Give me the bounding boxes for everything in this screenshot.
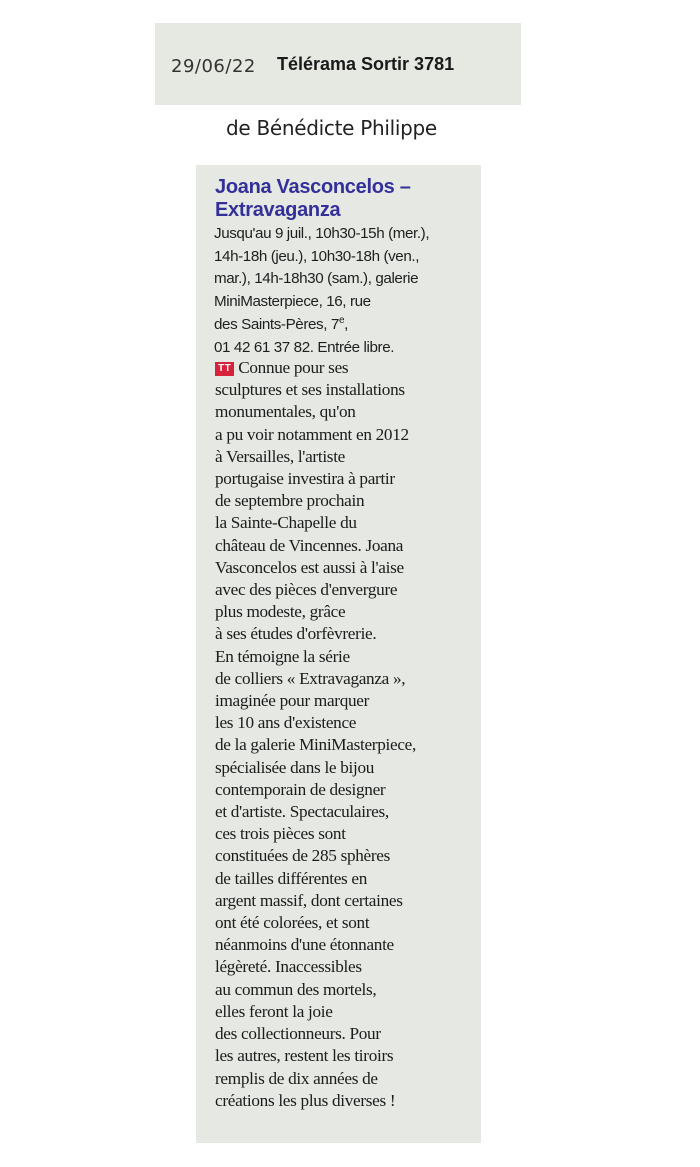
- body-line: de tailles différentes en: [215, 868, 368, 888]
- title-line: Joana Vasconcelos –: [215, 176, 411, 198]
- info-line: 01 42 61 37 82. Entrée libre.: [214, 338, 395, 356]
- address-comma: ,: [344, 315, 348, 333]
- info-line: 14h-18h (jeu.), 10h30-18h (ven.,: [214, 247, 420, 265]
- body-line: des collectionneurs. Pour: [215, 1024, 381, 1044]
- event-info: [214, 223, 474, 359]
- info-line: [214, 314, 474, 337]
- body-line: à Versailles, l'artiste: [215, 446, 345, 466]
- body-line: elles feront la joie: [215, 1001, 333, 1021]
- body-line: imaginée pour marquer: [215, 691, 370, 711]
- body-line: sculptures et ses installations: [215, 380, 405, 400]
- body-line: plus modeste, grâce: [215, 602, 346, 622]
- info-line: MiniMasterpiece, 16, rue: [214, 293, 371, 311]
- body-line: créations les plus diverses !: [215, 1090, 396, 1110]
- body-line: château de Vincennes. Joana: [215, 535, 404, 555]
- body-line: à ses études d'orfèvrerie.: [215, 624, 377, 644]
- body-line: les 10 ans d'existence: [215, 713, 357, 733]
- info-line: mar.), 14h-18h30 (sam.), galerie: [214, 270, 419, 288]
- body-line: monumentales, qu'on: [215, 402, 356, 422]
- body-line: [215, 357, 477, 379]
- body-line: de septembre prochain: [215, 491, 365, 511]
- body-line: avec des pièces d'envergure: [215, 580, 398, 600]
- issue-date: 29/06/22: [171, 56, 256, 77]
- body-line: la Sainte-Chapelle du: [215, 513, 357, 533]
- byline: de Bénédicte Philippe: [226, 116, 437, 140]
- article-title: [215, 176, 470, 222]
- arrondissement-suffix: e: [338, 314, 345, 326]
- publication-name: Télérama Sortir 3781: [277, 54, 455, 74]
- rating-badge: TT: [215, 362, 234, 376]
- body-line: ces trois pièces sont: [215, 824, 346, 844]
- body-line: de la galerie MiniMasterpiece,: [215, 735, 416, 755]
- address-text: des Saints-Pères, 7: [214, 315, 339, 333]
- body-line: néanmoins d'une étonnante: [215, 935, 394, 955]
- body-line: portugaise investira à partir: [215, 469, 395, 489]
- body-line: légèreté. Inaccessibles: [215, 957, 362, 977]
- body-line: contemporain de designer: [215, 779, 386, 799]
- body-line: les autres, restent les tiroirs: [215, 1046, 394, 1066]
- body-line: ont été colorées, et sont: [215, 913, 370, 933]
- article-body: [215, 357, 477, 1112]
- article-clipping: [196, 165, 481, 1143]
- body-line: Vasconcelos est aussi à l'aise: [215, 557, 404, 577]
- publication-header: [155, 23, 521, 105]
- body-line: au commun des mortels,: [215, 979, 377, 999]
- body-line: argent massif, dont certaines: [215, 890, 403, 910]
- body-line: spécialisée dans le bijou: [215, 757, 375, 777]
- body-line: et d'artiste. Spectaculaires,: [215, 802, 389, 822]
- body-line: remplis de dix années de: [215, 1068, 378, 1088]
- body-line: de colliers « Extravaganza »,: [215, 668, 406, 688]
- body-line: constituées de 285 sphères: [215, 846, 391, 866]
- info-line: Jusqu'au 9 juil., 10h30-15h (mer.),: [214, 225, 430, 242]
- body-line-text: Connue pour ses: [238, 358, 349, 377]
- title-line: Extravaganza: [215, 199, 341, 221]
- body-line: a pu voir notamment en 2012: [215, 424, 409, 444]
- body-line: En témoigne la série: [215, 646, 350, 666]
